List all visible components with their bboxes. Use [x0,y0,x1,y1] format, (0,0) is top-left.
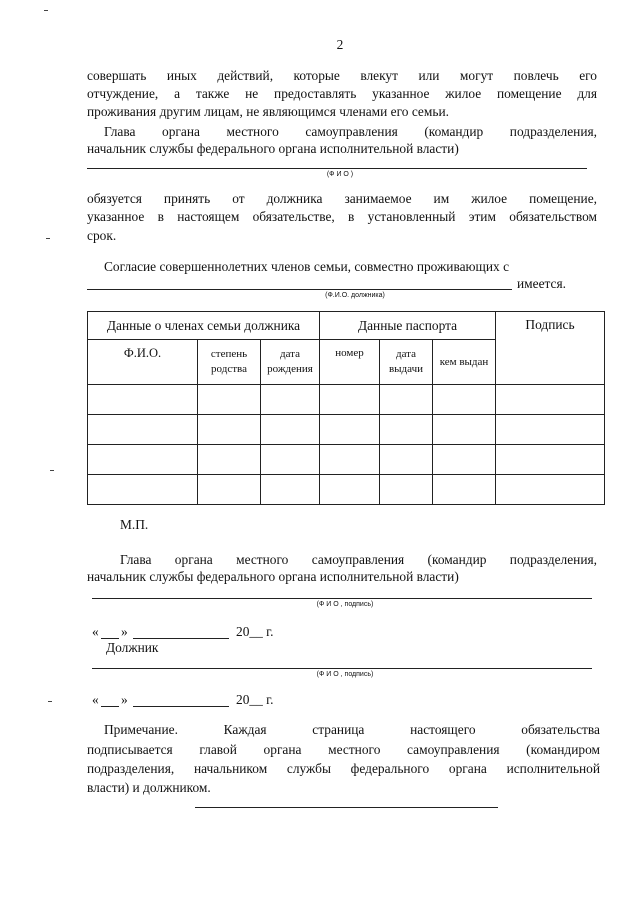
table-cell[interactable] [496,445,605,475]
table-cell[interactable] [88,475,198,505]
date1-close: » [121,624,128,639]
col-issue-date: дата выдачи [380,340,433,385]
table-cell[interactable] [198,415,261,445]
consent-tail: имеется. [517,276,566,291]
debtor-fio-caption: (Ф.И.О. должника) [325,292,385,299]
table-cell[interactable] [320,475,380,505]
family-data-header: Данные о членах семьи должника [88,312,320,340]
debtor-signature-line [92,668,592,669]
head-sign-line2: начальник службы федерального органа исполнительной власти) [87,569,459,584]
table-cell[interactable] [433,475,496,505]
note-line2: подписывается главой органа местного самоуправления (командиром [87,742,600,757]
table-row [88,475,605,505]
margin-mark [50,470,54,471]
consent-line1: Согласие совершеннолетних членов семьи, совместно проживающих с [104,259,510,274]
para3-line2: указанное в настоящем обязательстве, в установленный этим обязательством [87,209,597,224]
table-cell[interactable] [261,475,320,505]
table-cell[interactable] [88,385,198,415]
head-signature-caption: (Ф И О , подпись) [316,601,374,608]
date2-year: 20__ г. [236,692,274,707]
table-cell[interactable] [380,475,433,505]
family-members-table [87,311,605,505]
debtor-label: Должник [106,640,159,655]
table-cell[interactable] [198,385,261,415]
debtor-fio-line [87,289,512,290]
signature-header: Подпись [496,312,605,385]
col-relation: степень родства [198,340,261,385]
table-row [88,385,605,415]
page-number: 2 [336,37,344,52]
col-birth-date: дата рождения [261,340,320,385]
table-cell[interactable] [433,445,496,475]
table-cell[interactable] [496,385,605,415]
para1-line2: отчуждение, а также не предоставлять указанное жилое помещение для [87,86,597,101]
bottom-rule [195,807,498,808]
passport-data-header: Данные паспорта [320,312,496,340]
note-line1: Примечание. Каждая страница настоящего обязательства [104,722,600,737]
para1-line3: проживания другим лицам, не являющимся членами его семьи. [87,104,449,119]
table-cell[interactable] [380,385,433,415]
table-cell[interactable] [433,415,496,445]
margin-mark [48,701,52,702]
date2-close: » [121,692,128,707]
head-sign-line1: Глава органа местного самоуправления (командир подразделения, [120,552,597,567]
margin-mark [46,238,50,239]
table-cell[interactable] [496,475,605,505]
table-cell[interactable] [198,475,261,505]
col-issued-by: кем выдан [433,340,496,385]
para3-line3: срок. [87,228,117,243]
debtor-signature-caption: (Ф И О , подпись) [316,671,374,678]
col-fio: Ф.И.О. [88,340,198,385]
table-cell[interactable] [320,445,380,475]
note-line4: власти) и должником. [87,780,211,795]
date2-open: « [92,692,99,707]
table-cell[interactable] [433,385,496,415]
stamp-place: М.П. [120,517,149,532]
table-cell[interactable] [88,415,198,445]
table-cell[interactable] [496,415,605,445]
head-signature-line [92,598,592,599]
table-row [88,415,605,445]
table-cell[interactable] [261,385,320,415]
para3-line1: обязуется принять от должника занимаемое им жилое помещение, [87,191,597,206]
date1-year: 20__ г. [236,624,274,639]
table-cell[interactable] [198,445,261,475]
date2-month-blank [133,706,229,707]
para2-line1: Глава органа местного самоуправления (командир подразделения, [104,124,597,139]
table-cell[interactable] [320,415,380,445]
col-number: номер [320,340,380,385]
table-cell[interactable] [380,445,433,475]
date2-day-blank [101,706,119,707]
head-fio-line [87,168,587,169]
table-row [88,445,605,475]
para2-line2: начальник службы федерального органа исполнительной власти) [87,141,459,156]
note-line3: подразделения, начальником службы федерального органа исполнительной [87,761,600,776]
margin-mark [44,10,48,11]
table-cell[interactable] [320,385,380,415]
table-cell[interactable] [261,415,320,445]
para1-line1: совершать иных действий, которые влекут или могут повлечь его [87,68,597,83]
head-fio-caption: (Ф И О ) [326,171,354,178]
table-cell[interactable] [88,445,198,475]
table-cell[interactable] [261,445,320,475]
date1-open: « [92,624,99,639]
table-cell[interactable] [380,415,433,445]
